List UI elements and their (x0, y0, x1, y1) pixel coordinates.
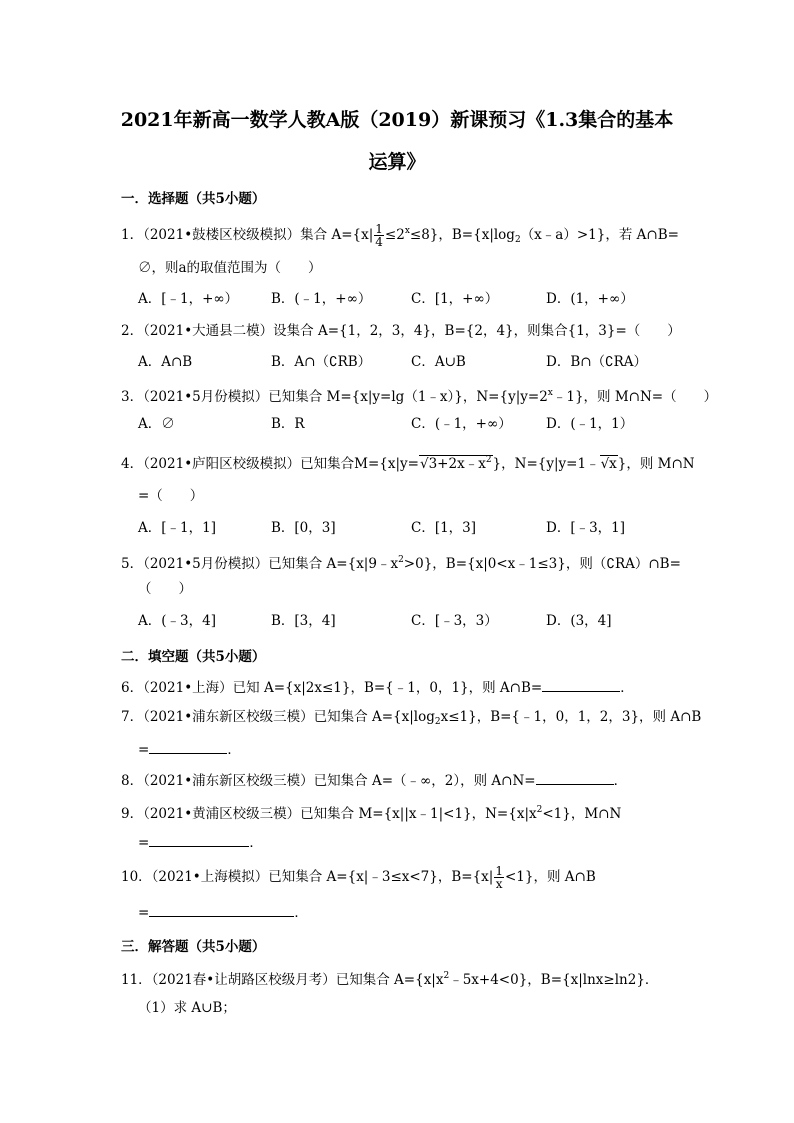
question-6 (121, 677, 634, 697)
q7-end: ． (227, 742, 241, 758)
question-4-line2: =（ ） (138, 488, 204, 504)
q3-option-a: A．∅ (138, 416, 175, 432)
q3-sup: x (547, 388, 553, 398)
q5-option-b: B．[3，4] (271, 613, 336, 629)
question-7-line1 (121, 708, 701, 731)
question-2: 2．（2021•大通县二模）设集合 A={1，2，3，4}，B={2，4}，则集合{1，3}=（ ） (121, 323, 681, 339)
document-title-line2: 运算》 (368, 151, 426, 173)
q3-text-b: ﹣1}，则 M∩N=（ ） (552, 389, 718, 405)
question-7-line2 (138, 739, 241, 759)
q1-sup: x (404, 226, 410, 236)
q10-line2: = (138, 905, 150, 921)
q3-text-a: 3．（2021•5月份模拟）已知集合 M={x|y=lg（1﹣x）}，N={y|y=2 (121, 389, 548, 405)
q3-option-d: D．(﹣1，1） (546, 416, 634, 432)
question-1-line2: ∅，则a的取值范围为（ ） (138, 260, 322, 276)
q9-answer-blank[interactable] (149, 832, 249, 847)
q4-sqrt2-content: x (609, 456, 617, 472)
question-5-line1 (121, 551, 681, 573)
question-9-line1 (121, 801, 621, 823)
q7-text-a: 7．（2021•浦东新区校级三模）已知集合 A={x|log (121, 709, 435, 725)
q4-text-a: 4．（2021•庐阳区校级模拟）已知集合M={x|y= (121, 456, 419, 472)
q11-text-a: 11．（2021春•让胡路区校级月考）已知集合 A={x|x (121, 972, 444, 988)
q10-text-a: 10．（2021•上海模拟）已知集合 A={x|﹣3≤x<7}，B={x| (121, 869, 494, 885)
q7-answer-blank[interactable] (149, 739, 227, 754)
q4-text-b: }，N={y|y=1﹣ (492, 456, 600, 472)
document-title-line1: 2021年新高一数学人教A版（2019）新课预习《1.3集合的基本 (120, 109, 674, 131)
q1-prefix: 1．（2021•鼓楼区校级模拟）集合 A={x| (121, 227, 374, 243)
q9-end: ． (249, 835, 263, 851)
q1-frac-num: 1 (375, 222, 383, 236)
q10-answer-blank[interactable] (149, 902, 294, 917)
q6-end: ． (620, 680, 634, 696)
q5-option-d: D．(3，4] (546, 613, 612, 629)
question-9-line2 (138, 832, 263, 852)
q1-sub: 2 (514, 235, 521, 245)
q10-frac-den: x (495, 877, 503, 891)
q9-text-b: <1}，M∩N (542, 806, 622, 822)
q7-text-b: x≤1}，B={﹣1，0，1，2，3}，则 A∩B (440, 709, 702, 725)
question-4-line1 (121, 451, 695, 473)
q2-option-a: A．A∩B (138, 354, 193, 370)
q1-mid: ≤2 (384, 227, 405, 243)
q1-suffix: （x﹣a）>1}，若 A∩B= (520, 227, 679, 243)
q4-sqrt-2: √x (600, 456, 617, 472)
q3-option-c: C．(﹣1，+∞） (411, 416, 512, 432)
q9-line2: = (138, 835, 150, 851)
q1-option-c: C．[1，+∞） (411, 291, 499, 307)
q4-sqrt-1: $√3+2x﹣x^2$ (419, 455, 492, 472)
q8-answer-blank[interactable] (536, 770, 614, 785)
q5-text-a: 5．（2021•5月份模拟）已知集合 A={x|9﹣x (121, 556, 399, 572)
question-5-line2: （ ） (138, 581, 192, 597)
q4-text-c: }，则 M∩N (617, 456, 695, 472)
q4-sqrt-content: 3+2x﹣x (428, 456, 486, 472)
q2-option-d: D．B∩（∁RA） (546, 354, 648, 370)
q10-fraction (494, 865, 504, 890)
q10-frac-num: 1 (495, 864, 503, 878)
q2-option-c: C．A∪B (411, 354, 466, 370)
question-11-sub1: （1）求 A∪B； (138, 1000, 236, 1016)
q2-option-b: B．A∩（∁RB） (271, 354, 372, 370)
q5-option-a: A．(﹣3，4] (138, 613, 216, 629)
q4-sup: 2 (485, 455, 492, 465)
q1-frac-den: 4 (375, 235, 383, 249)
question-1-line1 (121, 222, 679, 249)
q4-option-b: B．[0，3] (271, 520, 336, 536)
question-3 (121, 384, 717, 406)
q1-option-d: D．(1，+∞） (546, 291, 634, 307)
q4-option-c: C．[1，3] (411, 520, 477, 536)
q1-mid2: ≤8}，B={x|log (409, 227, 515, 243)
q10-text-b: <1}，则 A∩B (504, 869, 596, 885)
q4-option-d: D．[﹣3，1] (546, 520, 626, 536)
q1-option-b: B．(﹣1，+∞） (271, 291, 372, 307)
q6-answer-blank[interactable] (542, 677, 620, 692)
q6-text: 6．（2021•上海）已知 A={x|2x≤1}，B={﹣1，0，1}，则 A∩B= (121, 680, 543, 696)
q5-option-c: C．[﹣3，3） (411, 613, 498, 629)
question-10-line2 (138, 902, 308, 922)
section-heading-solve: 三．解答题（共5小题） (121, 939, 266, 955)
q7-sub: 2 (434, 717, 441, 727)
question-11 (121, 967, 658, 989)
q9-sup: 2 (536, 805, 543, 815)
q1-option-a: A．[﹣1，+∞） (138, 291, 239, 307)
q7-line2: = (138, 742, 150, 758)
q11-sup: 2 (443, 971, 450, 981)
q5-sup: 2 (398, 555, 404, 565)
q10-end: ． (294, 905, 308, 921)
q11-text-b: ﹣5x+4<0}，B={x|lnx≥ln2}． (449, 972, 659, 988)
question-10-line1 (121, 865, 596, 890)
q1-fraction (374, 223, 384, 248)
q8-text: 8．（2021•浦东新区校级三模）已知集合 A=（﹣∞，2），则 A∩N= (121, 773, 536, 789)
q8-end: ． (613, 773, 628, 789)
question-8 (121, 770, 627, 790)
section-heading-choice: 一．选择题（共5小题） (121, 191, 266, 207)
q5-text-b: >0}，B={x|0<x﹣1≤3}，则（∁RA）∩B= (403, 556, 681, 572)
q4-option-a: A．[﹣1，1] (138, 520, 216, 536)
q3-option-b: B．R (271, 416, 305, 432)
q9-text-a: 9．（2021•黄浦区校级三模）已知集合 M={x||x﹣1|<1}，N={x|x (121, 806, 537, 822)
section-heading-fill: 二．填空题（共5小题） (121, 649, 266, 665)
